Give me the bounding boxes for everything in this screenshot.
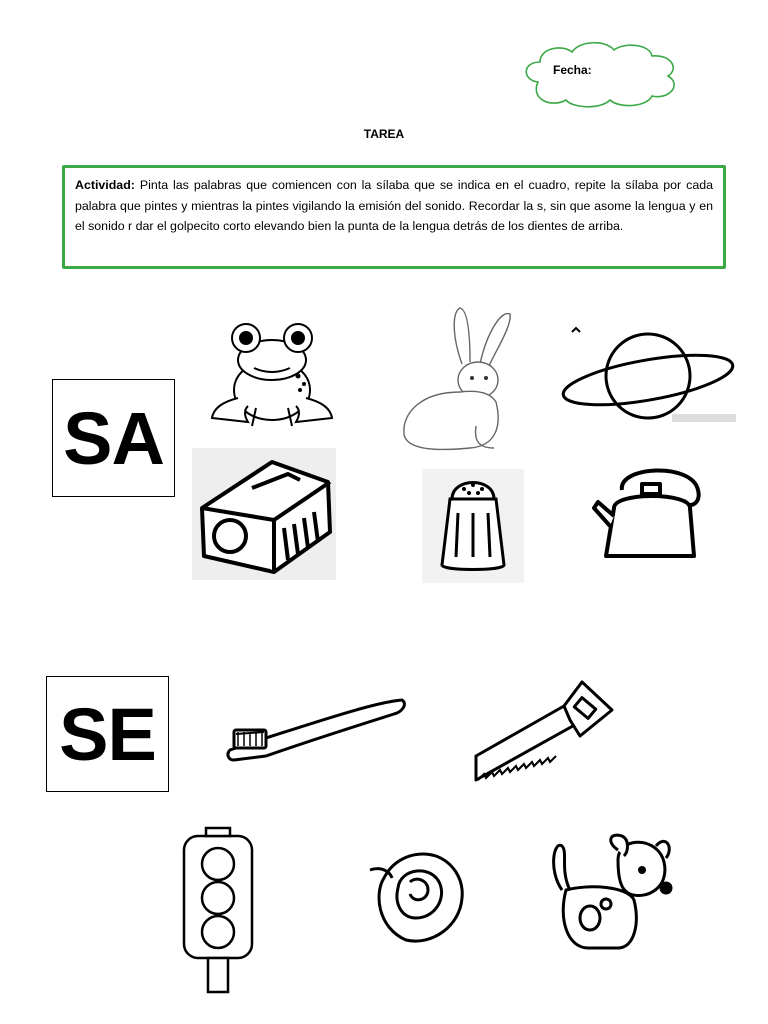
sharpener-icon [192,448,336,580]
rose-icon [366,848,466,946]
salt-shaker-icon [422,469,524,583]
puppy-icon [548,830,674,956]
kettle-icon [592,460,716,562]
activity-body: Pinta las palabras que comiencen con la sílaba que se indica en el cuadro, repite la sílaba por cada palabra que pintes y mientras la pintes vigilando la emisión del sonido. Recordar la s, sin que asome la lengua y en el sonido r dar el golpecito corto elevando bien la punta de la lengua detrás de los dientes de arriba. [75,178,713,233]
date-label: Fecha: [553,63,592,77]
frog-icon [208,318,336,430]
toothbrush-icon [226,694,408,764]
traffic-light-icon [182,826,256,1002]
saw-icon [472,680,616,786]
activity-label: Actividad: [75,178,135,192]
syllable-box-sa: SA [52,379,175,497]
planet-icon [560,328,738,424]
rabbit-icon [400,306,518,454]
syllable-box-se: SE [46,676,169,792]
date-cloud-icon [518,40,683,108]
page-title: TAREA [363,127,405,141]
activity-instructions [75,175,713,237]
activity-frame [62,165,726,269]
